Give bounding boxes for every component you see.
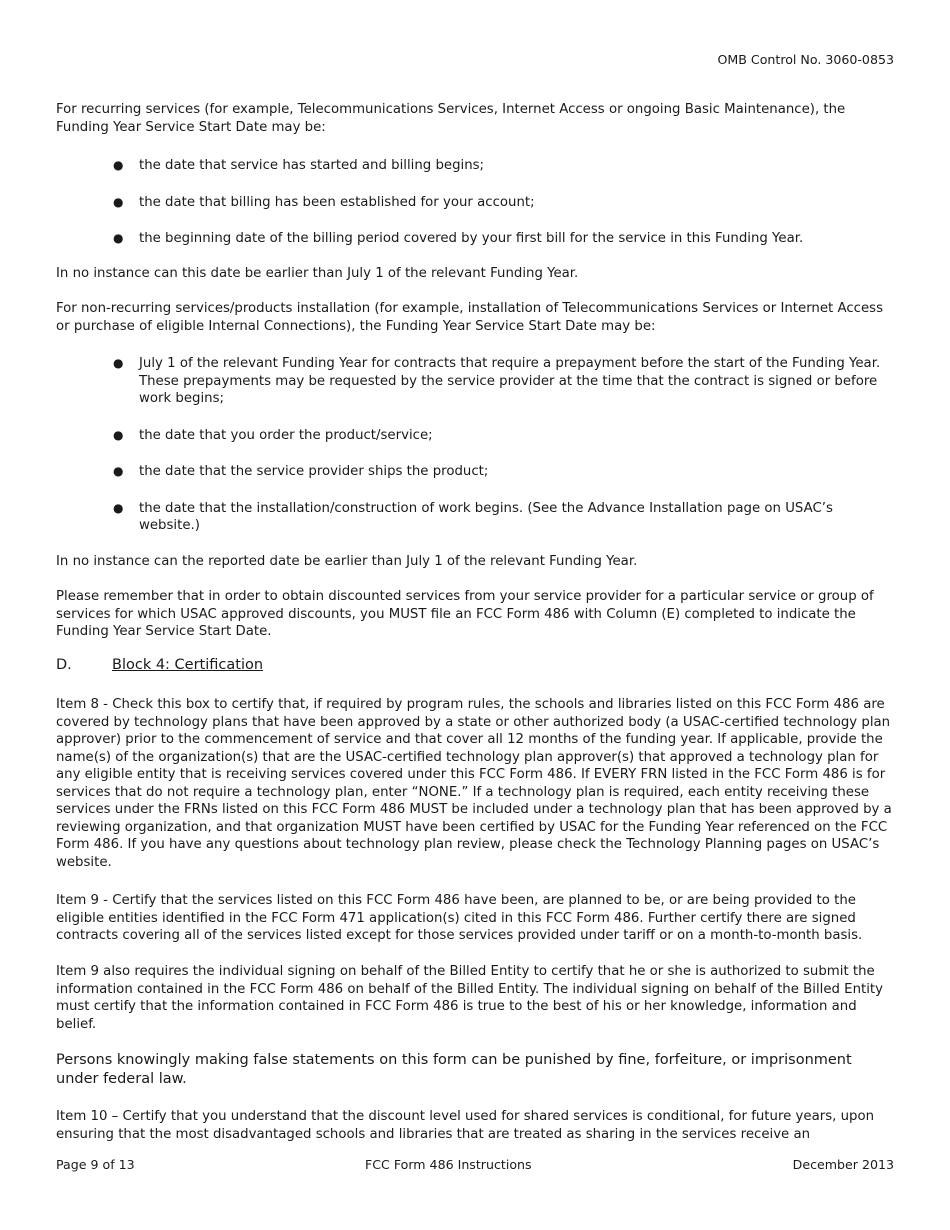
bullet-icon: ● xyxy=(113,194,124,209)
list-item: ● July 1 of the relevant Funding Year for contracts that require a prepayment before the start of the Funding Year. These prepayments may be requested by the service provider at the time that the contract is signed or before work begins; xyxy=(113,356,881,406)
section-letter: D. xyxy=(56,657,72,673)
list-item: ● the beginning date of the billing period covered by your first bill for the service in this Funding Year. xyxy=(113,231,804,246)
paragraph-remember: Please remember that in order to obtain discounted services from your service provider for a particular service or group of services for which USAC approved discounts, you MUST file an FCC Form 486 with Column (E) completed to indicate the Funding Year Service Start Date. xyxy=(56,589,874,639)
section-heading xyxy=(56,657,263,675)
section-title: Block 4: Certification xyxy=(112,657,264,673)
paragraph-item-9-also: Item 9 also requires the individual signing on behalf of the Billed Entity to certify that he or she is authorized to submit the information contained in the FCC Form 486 on behalf of the Billed Entity. The individual signing on behalf of the Billed Entity must certify that the information contained in FCC Form 486 is true to the best of his or her knowledge, information and belief. xyxy=(56,964,883,1032)
warning-statement: Persons knowingly making false statements on this form can be punished by fine, forfeiture, or imprisonment under federal law. xyxy=(56,1052,852,1087)
list-item: ● the date that the service provider ships the product; xyxy=(113,464,489,479)
bullet-icon: ● xyxy=(113,158,124,172)
list-item: ● the date that service has started and billing begins; xyxy=(113,158,485,173)
paragraph-recurring: For recurring services (for example, Telecommunications Services, Internet Access or ongoing Basic Maintenance), the Funding Year Service Start Date may be: xyxy=(56,102,846,135)
footer-page-number: Page 9 of 13 xyxy=(56,1157,135,1172)
paragraph-item-10: Item 10 – Certify that you understand that the discount level used for shared services is conditional, for future years, upon ensuring that the most disadvantaged schools and libraries that are treated as sharing in the services receive an xyxy=(56,1109,875,1142)
bullet-icon: ● xyxy=(113,356,124,370)
paragraph-item-9: Item 9 - Certify that the services listed on this FCC Form 486 have been, are planned to be, or are being provided to the eligible entities identified in the FCC Form 471 application(s) cited in this FCC Form 486. Further certify there are signed contracts covering all of the services listed except for those services provided under tariff or on a month-to-month basis. xyxy=(56,893,863,943)
footer-form-title: FCC Form 486 Instructions xyxy=(365,1157,532,1172)
bullet-icon: ● xyxy=(113,427,124,442)
bullet-icon: ● xyxy=(113,500,124,515)
list-item: ● the date that billing has been established for your account; xyxy=(113,194,535,210)
paragraph-no-instance-2: In no instance can the reported date be earlier than July 1 of the relevant Funding Year. xyxy=(56,554,638,569)
list-item: ● the date that the installation/construction of work begins. (See the Advance Installation page on USAC’s website.) xyxy=(113,500,833,533)
recurring-bullet-list xyxy=(56,157,896,248)
paragraph-no-instance-1: In no instance can this date be earlier than July 1 of the relevant Funding Year. xyxy=(56,266,579,281)
bullet-icon: ● xyxy=(113,231,124,245)
paragraph-nonrecurring: For non-recurring services/products installation (for example, installation of Telecommunications Services or Internet Access or purchase of eligible Internal Connections), the Funding Year Service Start Date may be: xyxy=(56,301,883,334)
omb-control-number: OMB Control No. 3060-0853 xyxy=(717,52,894,67)
bullet-icon: ● xyxy=(113,464,124,478)
list-item: ● the date that you order the product/service; xyxy=(113,427,433,443)
paragraph-item-8: Item 8 - Check this box to certify that, if required by program rules, the schools and libraries listed on this FCC Form 486 are covered by technology plans that have been approved by a state or other authorized body (a USAC-certified technology plan approver) prior to the commencement of service and that cover all 12 months of the funding year. If applicable, provide the name(s) of the organization(s) that are the USAC-certified technology plan approver(s) that approved a technology plan for any eligible entity that is receiving services covered under this FCC Form 486. If EVERY FRN listed in the FCC Form 486 is for services that do not require a technology plan, enter “NONE.” If a technology plan is required, each entity receiving these services under the FRNs listed on this FCC Form 486 MUST be included under a technology plan that has been approved by a reviewing organization, and that organization MUST have been certified by USAC for the Funding Year referenced on the FCC Form 486. If you have any questions about technology plan review, please check the Technology Planning pages on USAC’s website. xyxy=(56,697,892,870)
footer-date: December 2013 xyxy=(792,1157,894,1172)
nonrecurring-bullet-list xyxy=(56,355,896,535)
